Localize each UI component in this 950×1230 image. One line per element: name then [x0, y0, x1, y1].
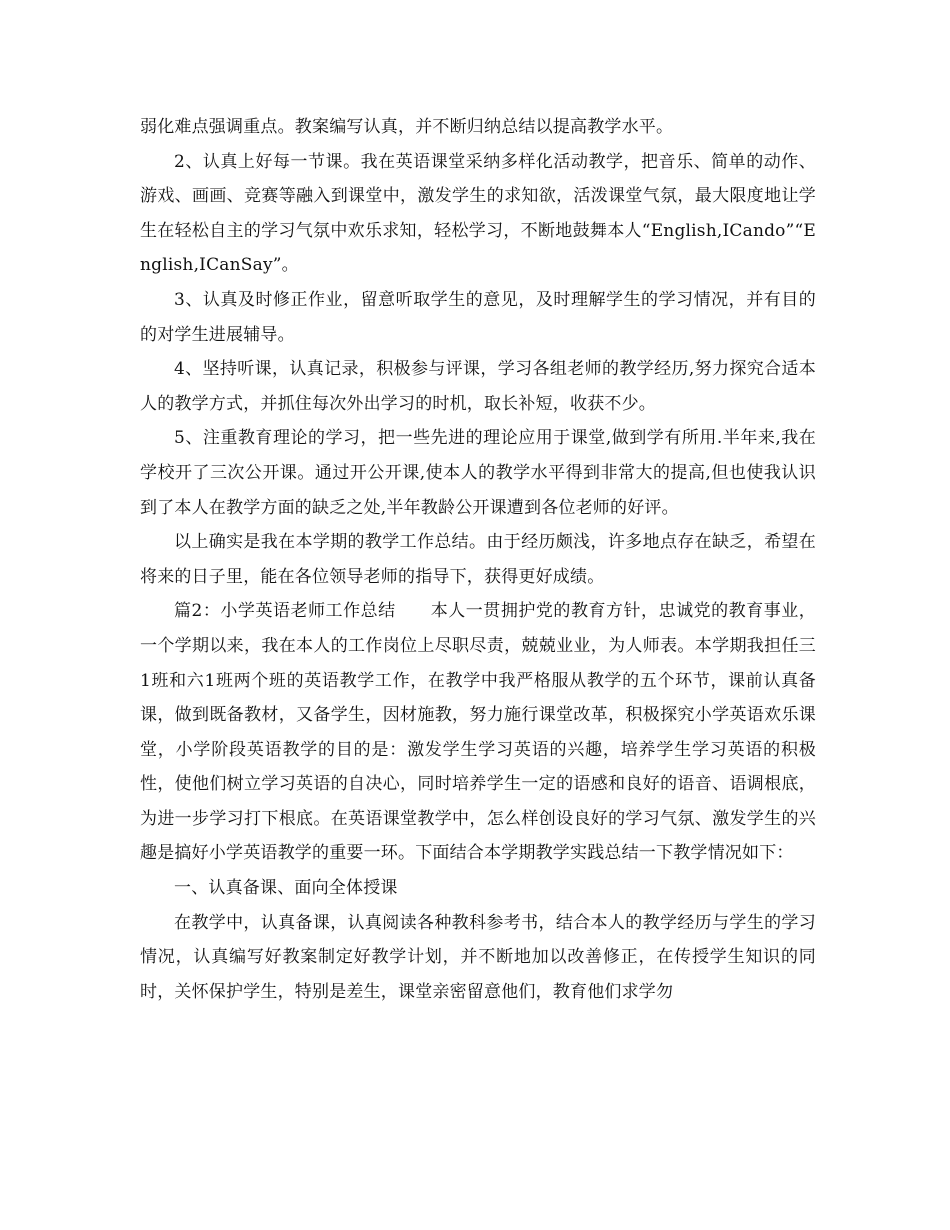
paragraph-item-2: 2、认真上好每一节课。我在英语课堂采纳多样化活动教学，把音乐、简单的动作、游戏、画画、竞赛等融入到课堂中，激发学生的求知欲，活泼课堂气氛，最大限度地让学生在轻松自主的学习气氛中欢乐求知，轻松学习，不断地鼓舞本人“English,ICando”“English,ICanSay”。: [140, 151, 816, 276]
paragraph-item-5: 5、注重教育理论的学习，把一些先进的理论应用于课堂,做到学有所用.半年来,我在学校开了三次公开课。通过开公开课,使本人的教学水平得到非常大的提高,但也使我认识到了本人在教学方面的缺乏之处,半年教龄公开课遭到各位老师的好评。: [140, 428, 816, 518]
section-heading-1: 一、认真备课、面向全体授课: [174, 878, 398, 899]
paragraph-article-2-intro: 篇2：小学英语老师工作总结 本人一贯拥护党的教育方针，忠诚党的教育事业，一个学期以来，我在本人的工作岗位上尽职尽责，兢兢业业，为人师表。本学期我担任三1班和六1班两个班的英语教学工作，在教学中我严格服从教学的五个环节，课前认真备课，做到既备教材，又备学生，因材施教，努力施行课堂改革，积极探究小学英语欢乐课堂，小学阶段英语教学的目的是：激发学生学习英语的兴趣，培养学生学习英语的积极性，使他们树立学习英语的自决心，同时培养学生一定的语感和良好的语音、语调根底，为进一步学习打下根底。在英语课堂教学中，怎么样创设良好的学习气氛、激发学生的兴趣是搞好小学英语教学的重要一环。下面结合本学期教学实践总结一下教学情况如下：: [140, 601, 816, 864]
paragraph-item-4: 4、坚持听课，认真记录，积极参与评课，学习各组老师的教学经历,努力探究合适本人的教学方式，并抓住每次外出学习的时机，取长补短，收获不少。: [140, 359, 816, 414]
paragraph-conclusion: 以上确实是我在本学期的教学工作总结。由于经历颇浅，许多地点存在缺乏，希望在将来的日子里，能在各位领导老师的指导下，获得更好成绩。: [140, 532, 816, 587]
document-body: [140, 110, 816, 1009]
paragraph-item-3: 3、认真及时修正作业，留意听取学生的意见，及时理解学生的学习情况，并有目的的对学生进展辅导。: [140, 289, 816, 345]
paragraph-continuation: 弱化难点强调重点。教案编写认真，并不断归纳总结以提高教学水平。: [140, 117, 674, 137]
paragraph-section-1-body: 在教学中，认真备课，认真阅读各种教科参考书，结合本人的教学经历与学生的学习情况，认真编写好教案制定好教学计划，并不断地加以改善修正，在传授学生知识的同时，关怀保护学生，特别是差生，课堂亲密留意他们，教育他们求学勿: [140, 912, 816, 1002]
